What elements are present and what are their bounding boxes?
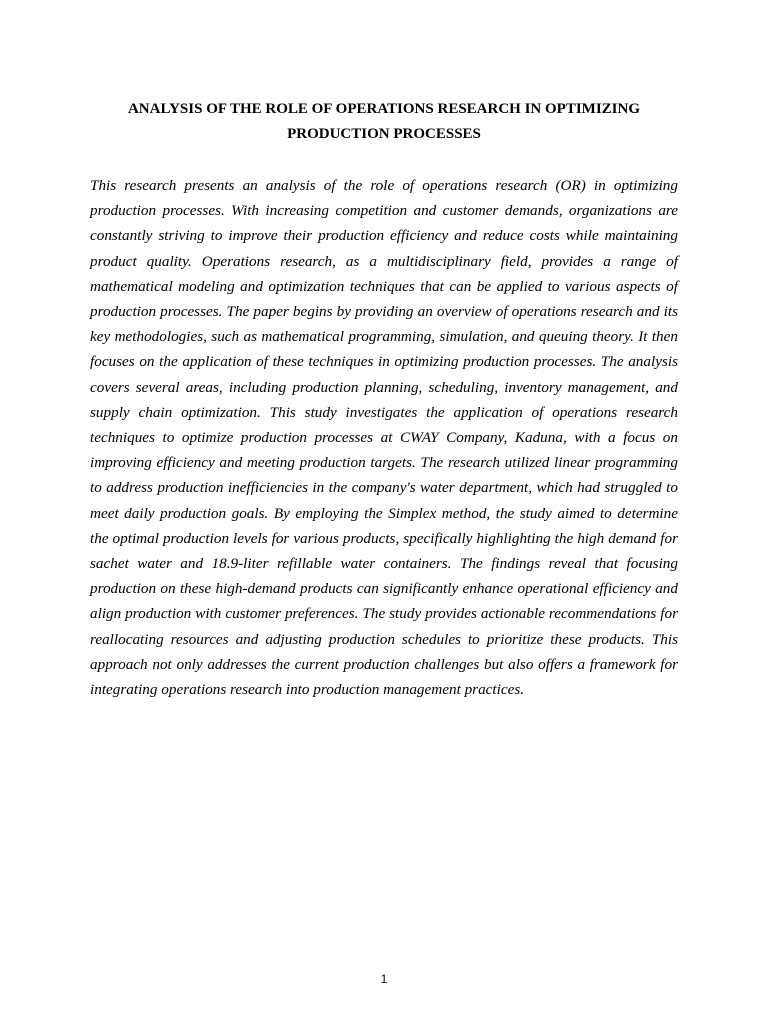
abstract-paragraph: This research presents an analysis of the role of operations research (OR) in optimizing production processes. With increasing competition and customer demands, organizations are constantly striving to improve their production efficiency and reduce costs while maintaining product quality. Operations research, as a multidisciplinary field, provides a range of mathematical modeling and optimization techniques that can be applied to various aspects of production processes. The paper begins by providing an overview of operations research and its key methodologies, such as mathematical programming, simulation, and queuing theory. It then focuses on the application of these techniques in optimizing production processes. The analysis covers several areas, including production planning, scheduling, inventory management, and supply chain optimization. This study investigates the application of operations research techniques to optimize production processes at CWAY Company, Kaduna, with a focus on improving efficiency and meeting production targets. The research utilized linear programming to address production inefficiencies in the company's water department, which had struggled to meet daily production goals. By employing the Simplex method, the study aimed to determine the optimal production levels for various products, specifically highlighting the high demand for sachet water and 18.9-liter refillable water containers. The findings reveal that focusing production on these high-demand products can significantly enhance operational efficiency and align production with customer preferences. The study provides actionable recommendations for reallocating resources and adjusting production schedules to prioritize these products. This approach not only addresses the current production challenges but also offers a framework for integrating operations research into production management practices.	[90, 177, 678, 699]
paper-title-line-2: PRODUCTION PROCESSES	[287, 126, 481, 142]
paper-title	[90, 97, 678, 147]
paper-title-line-1: ANALYSIS OF THE ROLE OF OPERATIONS RESEARCH IN OPTIMIZING	[127, 101, 641, 117]
page-number: 1	[380, 972, 388, 986]
